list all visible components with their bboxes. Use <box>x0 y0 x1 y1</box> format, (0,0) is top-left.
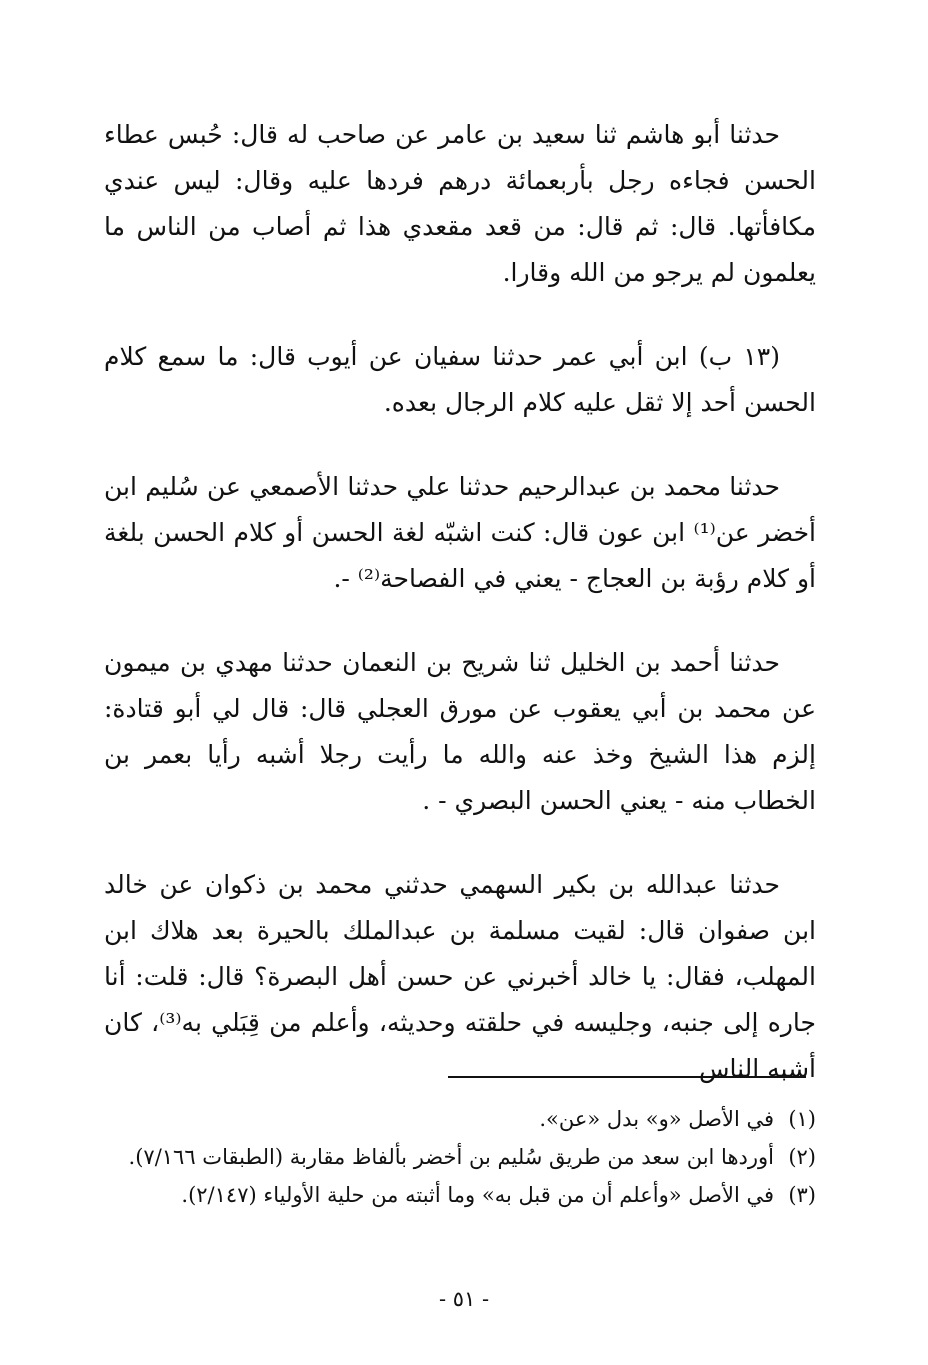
footnote-1 <box>100 1100 816 1138</box>
footnote-number: (٣) <box>788 1183 816 1207</box>
footnote-divider <box>448 1076 806 1078</box>
footnote-3 <box>100 1176 816 1214</box>
footnote-text: أوردها ابن سعد من طريق سُليم بن أخضر بألفاظ مقاربة (الطبقات ٧/١٦٦). <box>128 1145 774 1169</box>
paragraph-5: حدثنا عبدالله بن بكير السهمي حدثني محمد بن ذكوان عن خالد ابن صفوان قال: لقيت مسلمة بن عبدالملك بالحيرة بعد هلاك ابن المهلب، فقال: يا خالد أخبرني عن حسن أهل البصرة؟ قال: قلت: أنا جاره إلى جنبه، وجليسه في حلقته وحديثه، وأعلم من قِبَلي به⁽³⁾، كان أشبه الناس <box>104 870 817 1083</box>
footnote-text: في الأصل «وأعلم أن من قبل به» وما أثبته من حلية الأولياء (٢/١٤٧). <box>181 1183 774 1207</box>
footnote-number: (٢) <box>788 1145 816 1169</box>
paragraph-1: حدثنا أبو هاشم ثنا سعيد بن عامر عن صاحب له قال: حُبس عطاء الحسن فجاءه رجل بأربعمائة درهم فردها عليه وقال: ليس عندي مكافأتها. قال: ثم قال: من قعد مقعدي هذا ثم أصاب من الناس ما يعلمون لم يرجو من الله وقارا. <box>104 120 816 287</box>
paragraph-2: (١٣ ب) ابن أبي عمر حدثنا سفيان عن أيوب قال: ما سمع كلام الحسن أحد إلا ثقل عليه كلام الرجال بعده. <box>104 342 816 417</box>
footnotes <box>100 1100 816 1214</box>
paragraph-4: حدثنا أحمد بن الخليل ثنا شريح بن النعمان حدثنا مهدي بن ميمون عن محمد بن أبي يعقوب عن مورق العجلي قال: قال لي أبو قتادة: إلزم هذا الشيخ وخذ عنه والله ما رأيت رجلا أشبه رأيا بعمر بن الخطاب منه - يعني الحسن البصري - . <box>104 648 816 815</box>
footnote-text: في الأصل «و» بدل «عن». <box>539 1107 774 1131</box>
footnote-number: (١) <box>788 1107 816 1131</box>
page-number: - ٥١ - <box>438 1287 490 1311</box>
footnote-2 <box>100 1138 816 1176</box>
paragraph-3: حدثنا محمد بن عبدالرحيم حدثنا علي حدثنا الأصمعي عن سُليم ابن أخضر عن⁽¹⁾ ابن عون قال: كنت اشبّه لغة الحسن أو كلام الحسن بلغة أو كلام رؤبة بن العجاج - يعني في الفصاحة⁽²⁾ -. <box>104 472 816 593</box>
main-text <box>104 112 816 1092</box>
